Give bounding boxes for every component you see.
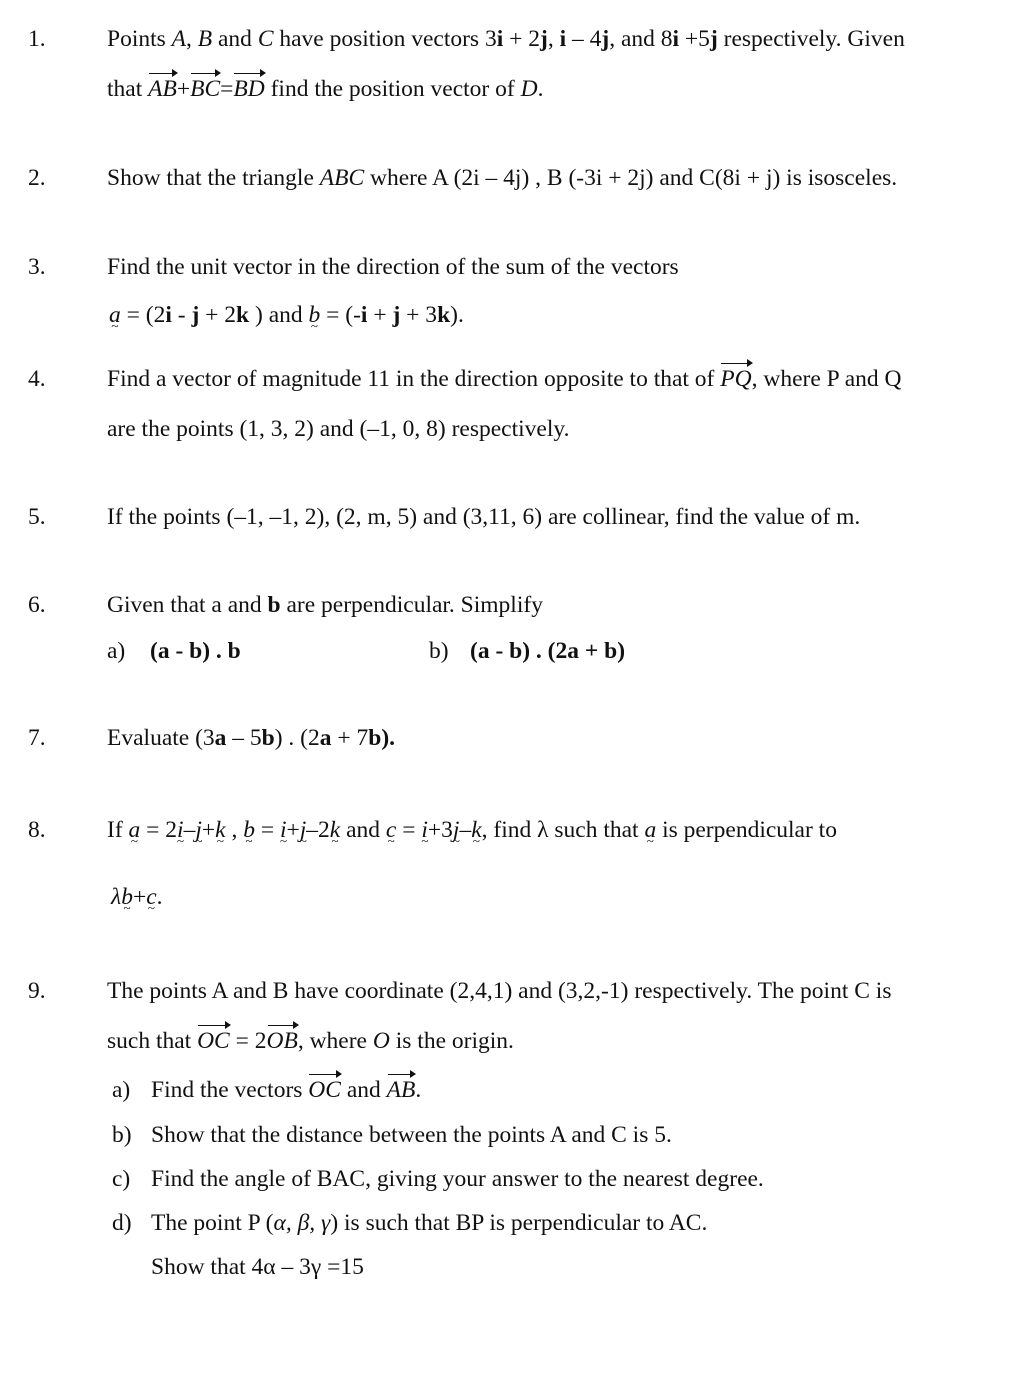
- q6-part-a-label: a): [107, 638, 126, 664]
- vector-bc: BC: [190, 76, 221, 102]
- q9-part-b-text: Show that the distance between the points A and C is 5.: [151, 1122, 672, 1148]
- q3-line-2: a ~ = (2i - j + 2k ) and b ~ = (-i + j + 3k).: [109, 300, 464, 330]
- q1-line-2: that AB+BC=BD find the position vector of D.: [107, 76, 544, 102]
- question-number-6: 6.: [28, 592, 46, 618]
- q8-line-1: If a ~ = 2i ~–j ~+k ~ , b ~ = i ~+j ~–2k ~ and c ~ = i ~+3j ~–k ~, find λ such that a ~ is perpendicular to: [107, 815, 837, 845]
- q1-line-1: Points A, B and C have position vectors 3i + 2j, i – 4j, and 8i +5j respectively. Given: [107, 26, 905, 52]
- q5-line-1: If the points (–1, –1, 2), (2, m, 5) and (3,11, 6) are collinear, find the value of m.: [107, 504, 861, 530]
- q9-part-d-label: d): [112, 1210, 132, 1236]
- q4-line-2: are the points (1, 3, 2) and (–1, 0, 8) respectively.: [107, 416, 570, 442]
- q6-line-1: Given that a and b are perpendicular. Simplify: [107, 592, 543, 618]
- q9-part-d-text: The point P (α, β, γ) is such that BP is perpendicular to AC.: [151, 1210, 708, 1236]
- q9-part-c-label: c): [112, 1166, 131, 1192]
- question-number-2: 2.: [28, 165, 46, 191]
- vector-oc: OC: [197, 1028, 230, 1054]
- q9-part-a-label: a): [112, 1077, 131, 1103]
- question-number-3: 3.: [28, 254, 46, 280]
- q6-part-b-expression: (a - b) . (2a + b): [470, 638, 626, 664]
- q9-line-1: The points A and B have coordinate (2,4,1) and (3,2,-1) respectively. The point C is: [107, 978, 892, 1004]
- q6-part-a-expression: (a - b) . b: [150, 638, 241, 664]
- q9-line-2: such that OC = 2OB, where O is the origin.: [107, 1028, 514, 1054]
- question-number-8: 8.: [28, 817, 46, 843]
- q3-line-1: Find the unit vector in the direction of the sum of the vectors: [107, 254, 679, 280]
- q8-line-2: λb ~+c ~.: [111, 882, 163, 912]
- vector-ob: OB: [266, 1028, 298, 1054]
- q9-part-c-text: Find the angle of BAC, giving your answer to the nearest degree.: [151, 1166, 764, 1192]
- q9-part-a-text: Find the vectors OC and AB.: [151, 1077, 422, 1103]
- vector-a: a ~: [109, 300, 121, 330]
- vector-ab: AB: [148, 76, 177, 102]
- vector-bd: BD: [233, 76, 265, 102]
- question-number-9: 9.: [28, 978, 46, 1004]
- question-number-1: 1.: [28, 26, 46, 52]
- q4-line-1: Find a vector of magnitude 11 in the direction opposite to that of PQ, where P and Q: [107, 366, 902, 392]
- q9-part-d-line-2: Show that 4α – 3γ =15: [151, 1254, 364, 1280]
- q6-part-b-label: b): [429, 638, 449, 664]
- question-number-7: 7.: [28, 725, 46, 751]
- question-number-4: 4.: [28, 366, 46, 392]
- q2-line-1: Show that the triangle ABC where A (2i – 4j) , B (-3i + 2j) and C(8i + j) is isosceles.: [107, 165, 898, 191]
- vector-b: b ~: [309, 300, 321, 330]
- vector-pq: PQ: [720, 366, 752, 392]
- question-number-5: 5.: [28, 504, 46, 530]
- q7-line-1: Evaluate (3a – 5b) . (2a + 7b).: [107, 725, 396, 751]
- q9-part-b-label: b): [112, 1122, 132, 1148]
